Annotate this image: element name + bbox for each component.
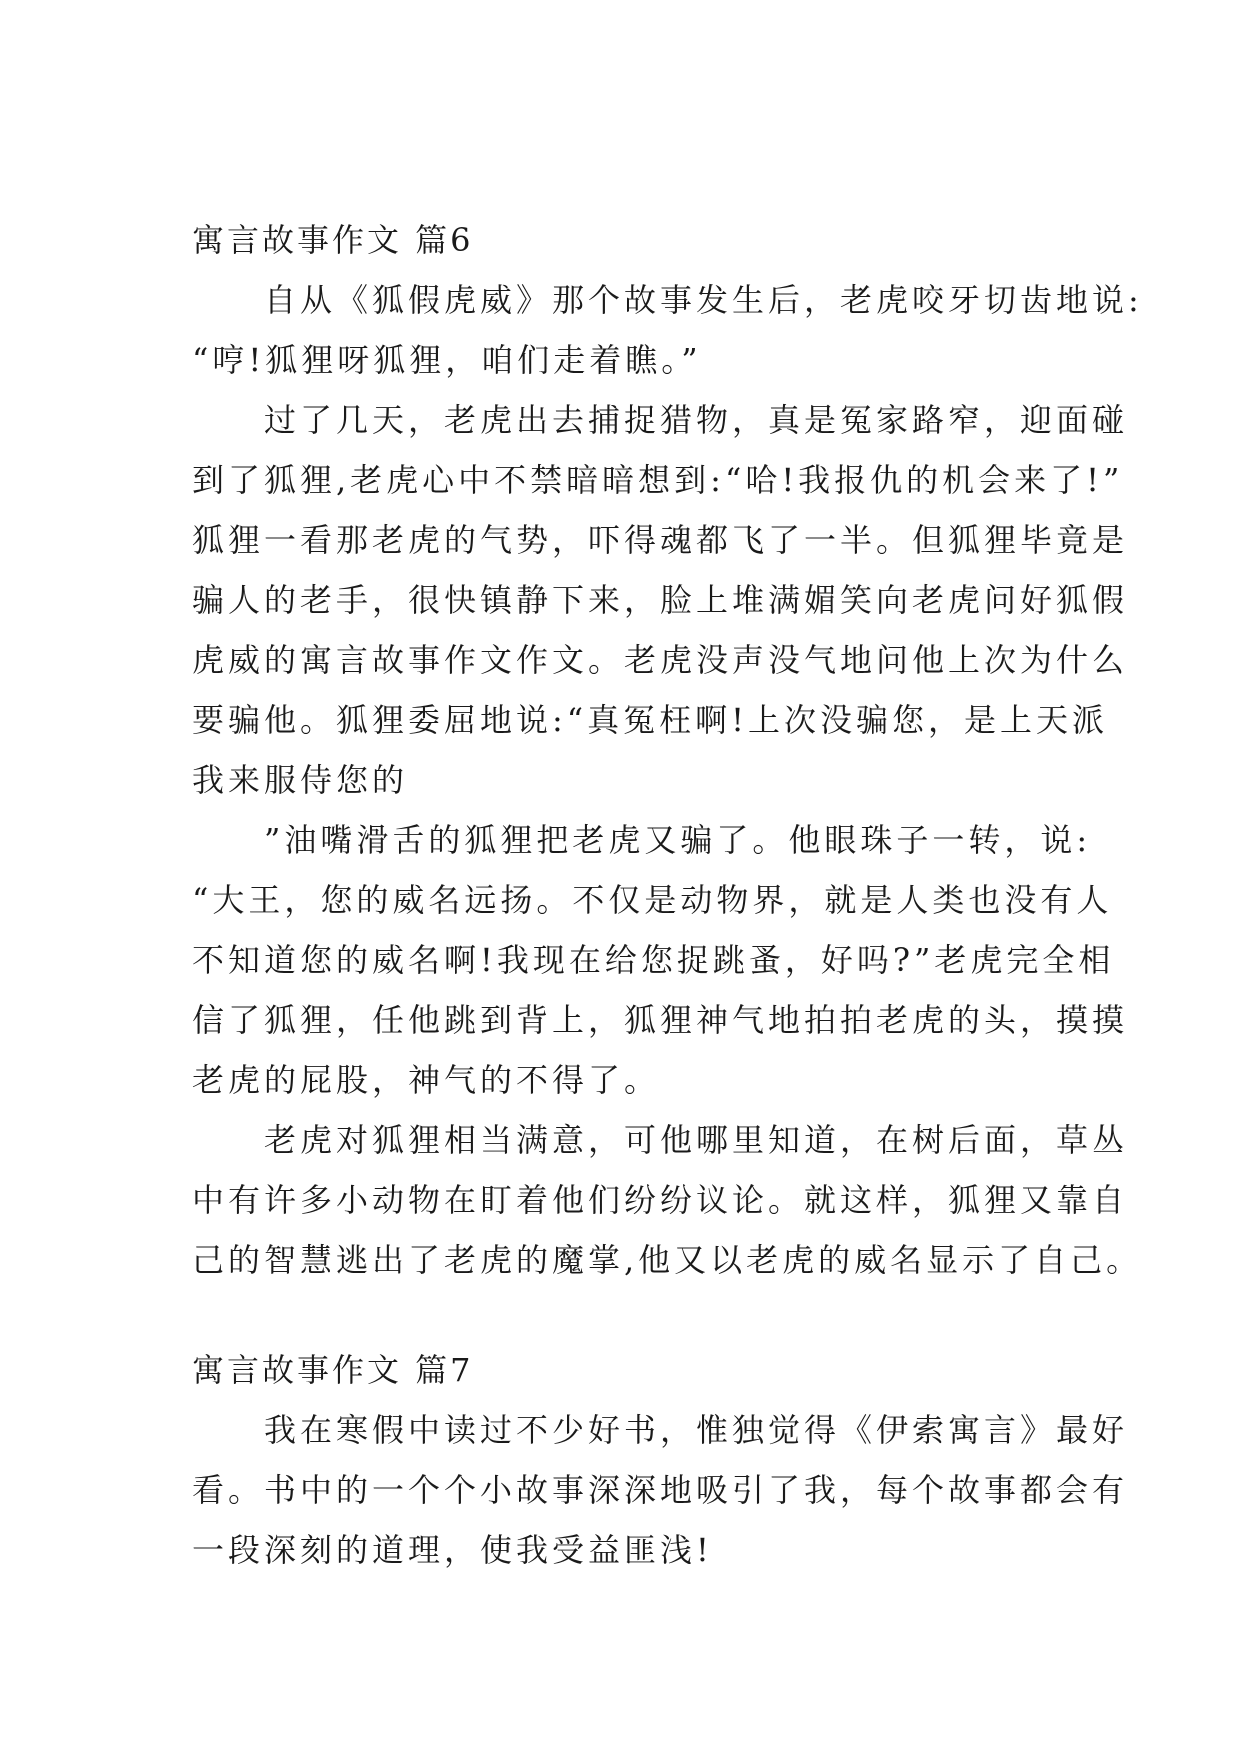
paragraph-line: 中有许多小动物在盯着他们纷纷议论。就这样，狐狸又靠自 [192, 1181, 1129, 1219]
paragraph-line: 狐狸一看那老虎的气势，吓得魂都飞了一半。但狐狸毕竟是 [192, 521, 1129, 559]
paragraph-line: 我来服侍您的 [192, 761, 409, 799]
paragraph-line: 过了几天，老虎出去捕捉猎物，真是冤家路窄，迎面碰 [192, 401, 1129, 439]
paragraph-line: 己的智慧逃出了老虎的魔掌,他又以老虎的威名显示了自己。 [192, 1241, 1143, 1279]
section-heading: 寓言故事作文 篇7 [192, 1351, 474, 1389]
paragraph-line: 一段深刻的道理，使我受益匪浅! [192, 1531, 713, 1569]
paragraph-line: 看。书中的一个个小故事深深地吸引了我，每个故事都会有 [192, 1471, 1129, 1509]
paragraph-line: 老虎对狐狸相当满意，可他哪里知道，在树后面，草丛 [192, 1121, 1129, 1159]
paragraph-line: 不知道您的威名啊!我现在给您捉跳蚤，好吗?”老虎完全相 [192, 941, 1115, 979]
section-heading: 寓言故事作文 篇6 [192, 221, 474, 259]
paragraph-line: 信了狐狸，任他跳到背上，狐狸神气地拍拍老虎的头，摸摸 [192, 1001, 1129, 1039]
paragraph-line: 自从《狐假虎威》那个故事发生后，老虎咬牙切齿地说: [192, 281, 1143, 319]
paragraph-line: 我在寒假中读过不少好书，惟独觉得《伊索寓言》最好 [192, 1411, 1129, 1449]
paragraph-line: “大王，您的威名远扬。不仅是动物界，就是人类也没有人 [192, 881, 1113, 919]
paragraph-line: “哼!狐狸呀狐狸，咱们走着瞧。” [192, 341, 702, 379]
paragraph-line: 骗人的老手，很快镇静下来，脸上堆满媚笑向老虎问好狐假 [192, 581, 1129, 619]
paragraph-line: 虎威的寓言故事作文作文。老虎没声没气地问他上次为什么 [192, 641, 1129, 679]
paragraph-line: 老虎的屁股，神气的不得了。 [192, 1061, 661, 1099]
paragraph-line: 到了狐狸,老虎心中不禁暗暗想到:“哈!我报仇的机会来了!” [192, 461, 1124, 499]
paragraph-line: 要骗他。狐狸委屈地说:“真冤枉啊!上次没骗您，是上天派 [192, 701, 1109, 739]
paragraph-line: ”油嘴滑舌的狐狸把老虎又骗了。他眼珠子一转，说: [192, 821, 1092, 859]
